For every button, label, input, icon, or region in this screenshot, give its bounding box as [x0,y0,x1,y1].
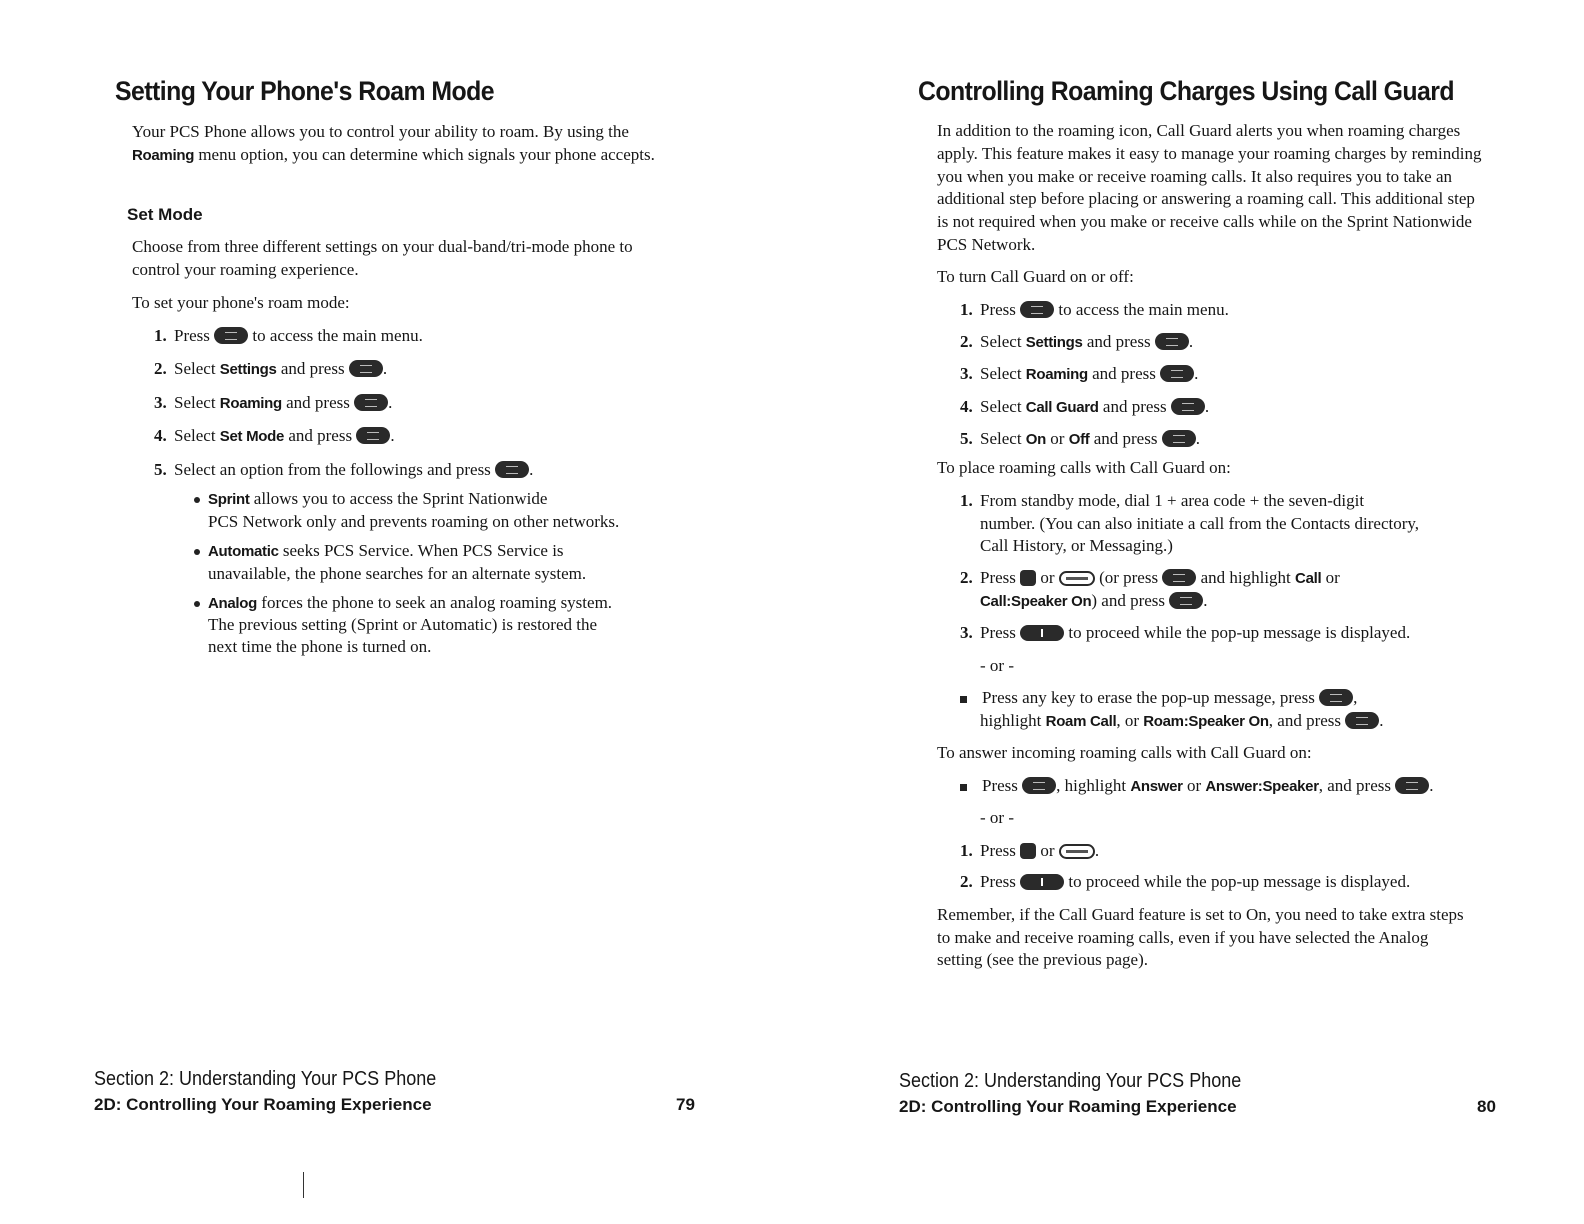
talk-key-icon [1020,570,1036,586]
intro-paragraph: Your PCS Phone allows you to control your ability to roam. By using the Roaming menu option, you can determine which signals your phone accepts. [132,122,655,164]
answer-step-2: 2. Press to proceed while the pop-up message is displayed. [960,872,1411,891]
place-step-1: 1. From standby mode, dial 1 + area code + the seven-digit [960,491,1365,510]
menu-ok-key-icon [1020,301,1054,318]
page-title: Setting Your Phone's Roam Mode [115,76,495,106]
step-1: 1. Press to access the main menu. [960,300,1229,319]
menu-ok-key-icon [354,394,388,411]
bullet-analog-cont-2: next time the phone is turned on. [208,637,432,656]
instruction-lead: To turn Call Guard on or off: [937,267,1134,286]
menu-ok-key-icon [1155,333,1189,350]
step-2: 2. Select Settings and press . [960,332,1194,351]
step-4: 4. Select Call Guard and press . [960,397,1210,416]
instruction-lead: To answer incoming roaming calls with Call Guard on: [937,743,1312,762]
menu-ok-key-icon [495,461,529,478]
right-page [792,0,1584,1224]
place-step-2: 2. Press or (or press and highlight Call or [960,568,1340,587]
bullet-analog-cont-1: The previous setting (Sprint or Automatic) is restored the [208,615,598,634]
bullet-sprint-cont: PCS Network only and prevents roaming on other networks. [208,512,620,531]
step-3: 3. Select Roaming and press . [154,393,393,412]
menu-ok-key-icon [1160,365,1194,382]
step-3: 3. Select Roaming and press . [960,364,1199,383]
menu-ok-key-icon [1162,569,1196,586]
bullet-automatic: Automatic seeks PCS Service. When PCS Service is [194,540,564,563]
bullet-analog: Analog forces the phone to seek an analog roaming system. [194,592,612,615]
bullet-sprint: Sprint allows you to access the Sprint Nationwide [194,488,547,511]
footer-section-title: Section 2: Understanding Your PCS Phone [94,1068,437,1090]
menu-ok-key-icon [1395,777,1429,794]
reminder-paragraph: Remember, if the Call Guard feature is set to On, you need to take extra steps to make and receive roaming calls, even if you have selected the Analog setting (see the previous page). [937,905,1464,969]
footer-chapter-title: 2D: Controlling Your Roaming Experience [899,1097,1237,1116]
menu-ok-key-icon [356,427,390,444]
menu-ok-key-icon [1319,689,1353,706]
scan-artifact [303,1172,304,1198]
bullet-automatic-cont: unavailable, the phone searches for an alternate system. [208,564,587,583]
alternative-step-cont: highlight Roam Call, or Roam:Speaker On, and press . [980,711,1384,730]
bullet-icon [194,592,208,614]
talk-key-icon [1020,843,1036,859]
menu-ok-key-icon [349,360,383,377]
step-2: 2. Select Settings and press . [154,359,388,378]
menu-ok-key-icon [1345,712,1379,729]
footer-section-title: Section 2: Understanding Your PCS Phone [899,1070,1242,1092]
section-subheading: Set Mode [127,205,203,224]
intro-paragraph: In addition to the roaming icon, Call Guard alerts you when roaming charges apply. This feature makes it easy to manage your roaming charges by reminding you when you make or receive roaming calls. It also requires you to take an additional step before placing or answering a roaming call. This additional step is not required when you make or receive calls while on the Sprint Nationwide PCS Network. [937,121,1482,254]
step-4: 4. Select Set Mode and press . [154,426,395,445]
menu-ok-key-icon [1022,777,1056,794]
bullet-icon [194,540,208,562]
or-separator: - or - [980,808,1014,827]
answer-step: Press , highlight Answer or Answer:Speaker, and press . [960,775,1433,798]
place-step-1-cont: Call History, or Messaging.) [980,536,1173,555]
page-number: 80 [1477,1097,1496,1116]
instruction-lead: To place roaming calls with Call Guard on: [937,458,1231,477]
instruction-lead: To set your phone's roam mode: [132,293,350,312]
step-1: 1. Press to access the main menu. [154,326,423,345]
alternative-step: Press any key to erase the pop-up message, press , [960,687,1357,709]
bullet-square-icon [960,687,982,709]
menu-ok-key-icon [1171,398,1205,415]
step-5: 5. Select On or Off and press . [960,429,1200,448]
speaker-key-icon [1059,844,1095,859]
menu-ok-key-icon [214,327,248,344]
bullet-icon [194,488,208,510]
page-number: 79 [676,1095,695,1114]
one-key-icon [1020,625,1064,641]
place-step-1-cont: number. (You can also initiate a call from the Contacts directory, [980,514,1420,533]
answer-step-1: 1. Press or . [960,841,1100,860]
place-step-2-cont: Call:Speaker On) and press . [980,591,1208,610]
bullet-square-icon [960,775,982,797]
or-separator: - or - [980,656,1014,675]
step-5: 5. Select an option from the followings and press . [154,460,534,479]
place-step-3: 3. Press to proceed while the pop-up message is displayed. [960,623,1411,642]
page-title: Controlling Roaming Charges Using Call Guard [918,76,1455,106]
speaker-key-icon [1059,571,1095,586]
menu-ok-key-icon [1169,592,1203,609]
footer-chapter-title: 2D: Controlling Your Roaming Experience [94,1095,432,1114]
paragraph: Choose from three different settings on your dual-band/tri-mode phone to control your roaming experience. [132,237,633,279]
menu-ok-key-icon [1162,430,1196,447]
one-key-icon [1020,874,1064,890]
